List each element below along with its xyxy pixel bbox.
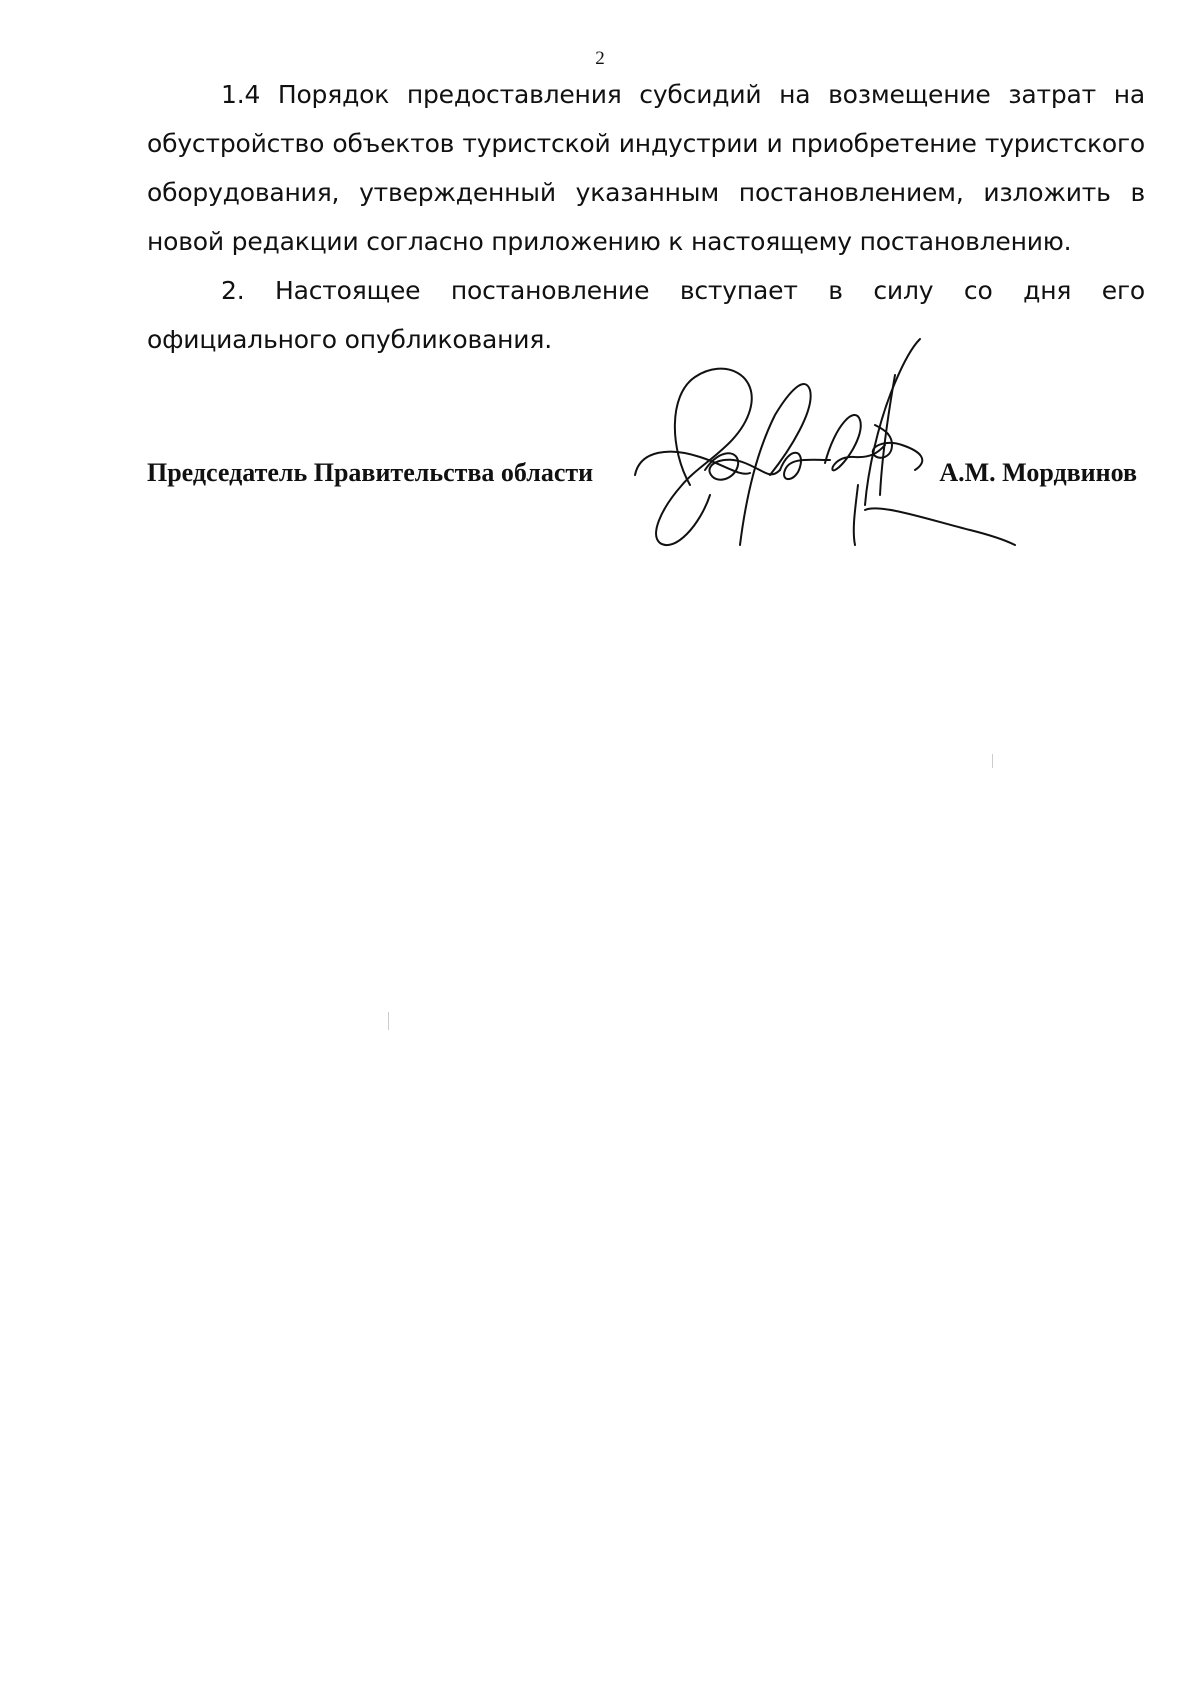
handwritten-signature (630, 335, 1020, 575)
scan-artifact (992, 754, 993, 768)
document-body (147, 70, 1145, 364)
paragraph-1-4: 1.4 Порядок предоставления субсидий на возмещение затрат на обустройство объектов туристской индустрии и приобретение туристского оборудования, утвержденный указанным постановлением, изложить в новой редакции согласно приложению к настоящему постановлению. (147, 80, 1145, 256)
scan-artifact (388, 1012, 389, 1030)
signatory-position: Председатель Правительства области (147, 458, 594, 487)
signatory-name: А.М. Мордвинов (939, 458, 1137, 487)
paragraph-2: 2. Настоящее постановление вступает в силу со дня его официального опубликования. (147, 276, 1145, 354)
page-number: 2 (595, 48, 605, 69)
